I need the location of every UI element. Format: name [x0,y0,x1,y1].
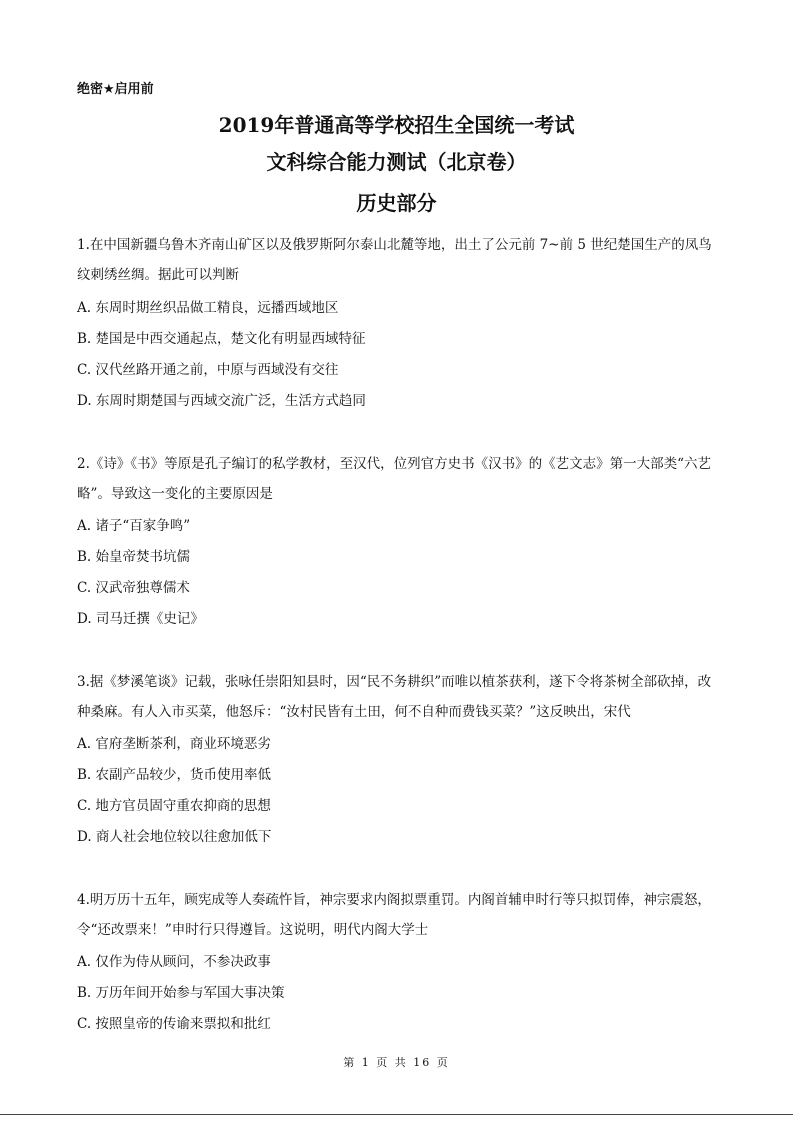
question-1-option-a: A. 东周时期丝织品做工精良，远播西域地区 [77,300,339,316]
question-3-option-b: B. 农副产品较少，货币使用率低 [77,767,272,783]
question-2-option-b: B. 始皇帝焚书坑儒 [77,549,191,565]
bottom-divider [0,1114,793,1115]
exam-title: 2019年普通高等学校招生全国统一考试 [218,113,575,137]
question-1-stem: 1.在中国新疆乌鲁木齐南山矿区以及俄罗斯阿尔泰山北麓等地，出土了公元前 7~前 5 世纪楚国生产的凤鸟纹刺绣丝绸。据此可以判断 [77,237,712,283]
question-4-option-a: A. 仅作为侍从顾问，不参决政事 [77,954,271,970]
question-4-option-c: C. 按照皇帝的传谕来票拟和批红 [77,1016,271,1032]
page-number: 第 1 页 共 16 页 [343,1056,450,1069]
question-2-option-c: C. 汉武帝独尊儒术 [77,580,190,596]
question-3-option-d: D. 商人社会地位较以往愈加低下 [77,829,272,845]
question-3-stem: 3.据《梦溪笔谈》记载，张咏任崇阳知县时，因“民不务耕织”而唯以植茶获利，遂下令将茶树全部砍掉，改种桑麻。有人入市买菜，他怒斥：“汝村民皆有土田，何不自种而费钱买菜？”这反映出，宋代 [77,674,712,720]
question-1-option-b: B. 楚国是中西交通起点，楚文化有明显西域特征 [77,331,366,347]
section-title: 历史部分 [356,191,437,215]
confidential-label: 绝密★启用前 [77,82,154,97]
question-4-stem: 4.明万历十五年，顾宪成等人奏疏忤旨，神宗要求内阁拟票重罚。内阁首辅申时行等只拟罚俸，神宗震怒，令“还改票来！”申时行只得遵旨。这说明，明代内阁大学士 [77,892,711,938]
question-1-option-c: C. 汉代丝路开通之前，中原与西域没有交往 [77,362,339,378]
question-4-option-b: B. 万历年间开始参与军国大事决策 [77,985,285,1001]
question-2-option-d: D. 司马迁撰《史记》 [77,611,204,627]
question-3-option-c: C. 地方官员固守重农抑商的思想 [77,798,271,814]
question-2-stem: 2.《诗》《书》等原是孔子编订的私学教材，至汉代，位列官方史书《汉书》的《艺文志》第一大部类“六艺略”。导致这一变化的主要原因是 [77,456,712,502]
question-3-option-a: A. 官府垄断茶利，商业环境恶劣 [77,736,271,752]
question-2-option-a: A. 诸子“百家争鸣” [77,518,191,534]
exam-subtitle: 文科综合能力测试（北京卷） [266,150,527,174]
question-1-option-d: D. 东周时期楚国与西域交流广泛，生活方式趋同 [77,393,366,409]
